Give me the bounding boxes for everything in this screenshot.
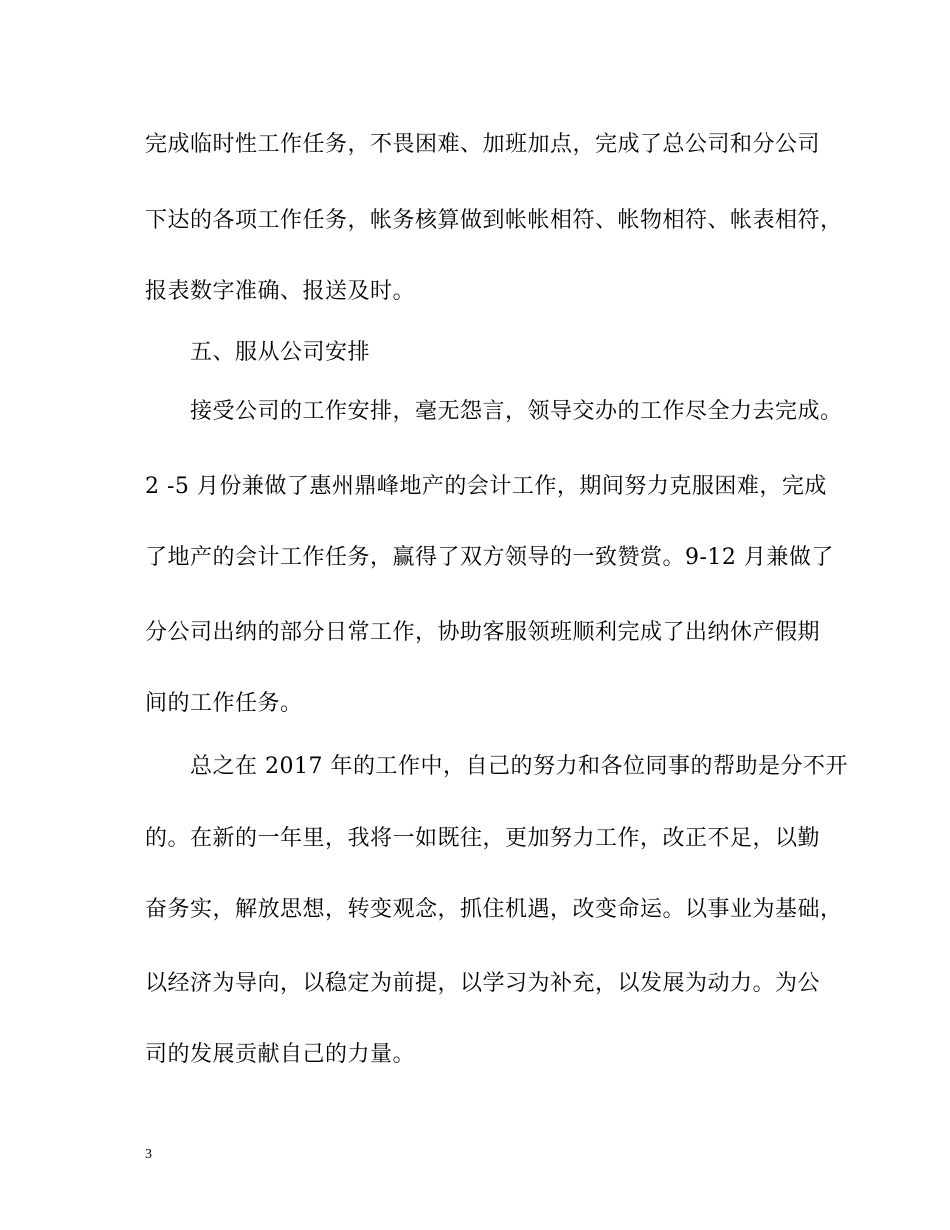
body-text-line: 间的工作任务。 (145, 691, 303, 716)
body-text-line: 报表数字准确、报送及时。 (145, 279, 416, 304)
paragraph-start-line: 接受公司的工作安排，毫无怨言，领导交办的工作尽全力去完成。 (190, 399, 843, 424)
body-text-line: 奋务实，解放思想，转变观念，抓住机遇，改变命运。以事业为基础， (145, 897, 843, 922)
body-text-line: 了地产的会计工作任务，赢得了双方领导的一致赞赏。9-12 月兼做了 (145, 545, 834, 570)
paragraph-start-line: 总之在 2017 年的工作中，自己的努力和各位同事的帮助是分不开 (190, 754, 848, 779)
body-text-line: 以经济为导向，以稳定为前提，以学习为补充，以发展为动力。为公 (145, 971, 821, 996)
body-text-line: 2 -5 月份兼做了惠州鼎峰地产的会计工作，期间努力克服困难，完成 (145, 474, 827, 499)
body-text-line: 的。在新的一年里，我将一如既往，更加努力工作，改正不足，以勤 (145, 826, 821, 851)
page-number: 3 (145, 1147, 152, 1162)
body-text-line: 下达的各项工作任务，帐务核算做到帐帐相符、帐物相符、帐表相符， (145, 208, 843, 233)
section-heading: 五、服从公司安排 (190, 340, 371, 365)
body-text-line: 完成临时性工作任务，不畏困难、加班加点，完成了总公司和分公司 (145, 132, 821, 157)
body-text-line: 司的发展贡献自己的力量。 (145, 1042, 416, 1067)
body-text-line: 分公司出纳的部分日常工作，协助客服领班顺利完成了出纳休产假期 (145, 620, 821, 645)
